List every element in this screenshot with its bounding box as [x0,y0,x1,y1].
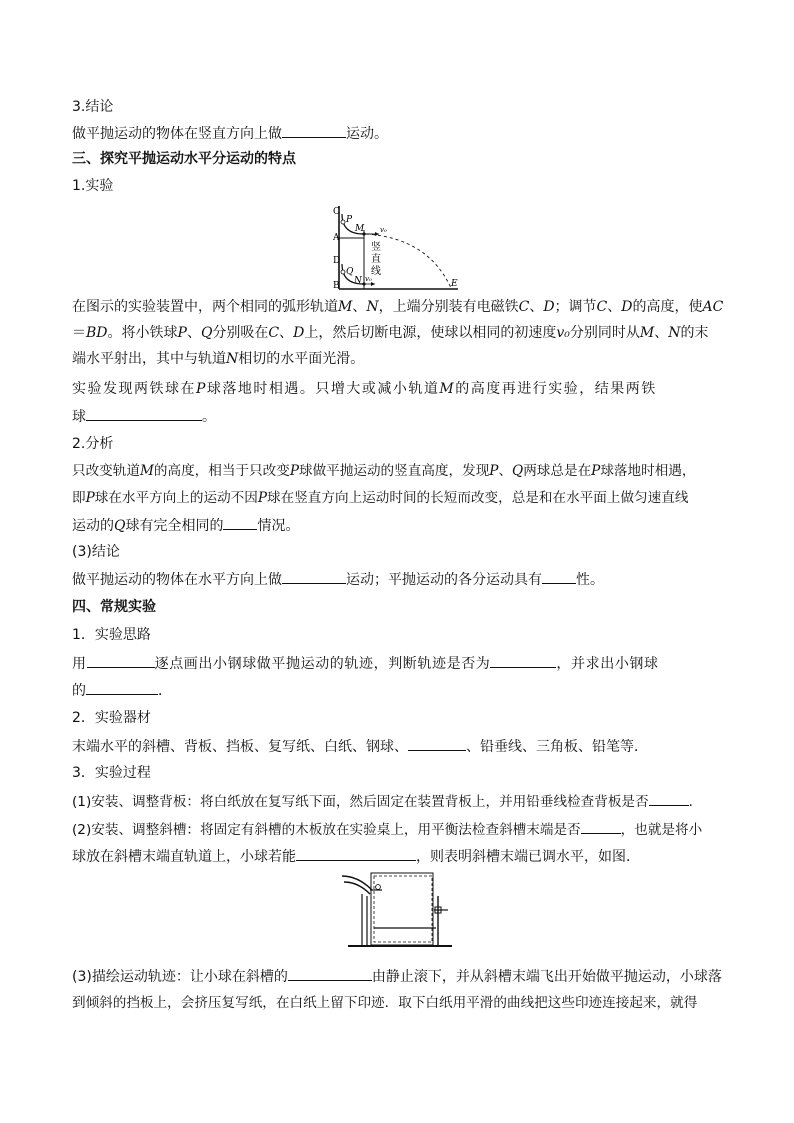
procedure-step-1: (1)安装、调整背板：将白纸放在复写纸下面，然后固定在装置背板上，并用铅垂线检查背板是否 ． [72,790,727,813]
horizontal-conclusion-heading: (3)结论 [72,544,120,560]
horizontal-conclusion-text: 做平抛运动的物体在水平方向上做 运动；平抛运动的各分运动具有 性。 [72,568,727,591]
result-paragraph-line-1: 实验发现两铁球在P球落地时相遇。只增大或减小轨道M的高度再进行实验，结果两铁 [72,381,657,397]
conclusion-vertical-text: 做平抛运动的物体在竖直方向上做 运动。 [72,122,727,145]
experiment-idea-line-2: 的 ． [72,679,727,702]
label-m: M [355,224,365,234]
apparatus-figure [340,866,456,952]
analysis-heading: 2.分析 [72,436,114,452]
answer-blank[interactable] [282,122,346,138]
label-c: C [333,207,340,217]
answer-blank[interactable] [408,735,466,751]
ball-q [341,270,345,274]
experiment-idea-line-1: 用 逐点画出小钢球做平抛运动的轨迹，判断轨迹是否为 ，并求出小钢球 [72,652,727,675]
label-vertical-3: 线 [371,266,381,277]
equipment-text: 末端水平的斜槽、背板、挡板、复写纸、白纸、钢球、 、铅垂线、三角板、铅笔等． [72,735,727,758]
answer-blank[interactable] [542,568,576,584]
label-v0-upper: v₀ [380,226,387,234]
answer-blank[interactable] [490,652,556,668]
answer-blank[interactable] [223,514,257,530]
analysis-line-1: 只改变轨道M的高度，相当于只改变P球做平抛运动的竖直高度，发现P、Q两球总是在P球落地时相遇， [72,463,696,479]
label-v0-lower: v₀ [365,275,372,283]
result-paragraph-line-2: 球 。 [72,405,727,428]
section-four-heading: 四、常规实验 [72,599,156,615]
label-e: E [451,279,458,289]
procedure-step-3-line-2: 到倾斜的挡板上，会挤压复写纸，在白纸上留下印迹．取下白纸用平滑的曲线把这些印迹连接起来，就得 [72,995,698,1011]
analysis-line-3: 运动的Q球有完全相同的 情况。 [72,514,727,537]
equipment-heading: 2．实验器材 [72,710,151,726]
label-a: A [333,233,340,243]
answer-blank[interactable] [86,405,202,421]
label-d: D [333,256,341,266]
procedure-step-2-line-2: 球放在斜槽末端直轨道上，小球若能 ，则表明斜槽末端已调水平，如图． [72,845,727,868]
setup-paragraph-line-2: ＝BD。将小铁球P、Q分别吸在C、D上，然后切断电源，使球以相同的初速度v₀分别同时从M、N的末 [72,325,709,341]
answer-blank[interactable] [282,568,346,584]
label-vertical-1: 竖 [371,242,381,253]
section-conclusion-vertical-heading: 3.结论 [72,99,114,115]
label-p: P [346,215,353,225]
answer-blank[interactable] [87,652,155,668]
setup-paragraph-line-1: 在图示的实验装置中，两个相同的弧形轨道M、N，上端分别装有电磁铁C、D；调节C、D的高度，使AC [72,299,724,315]
procedure-step-3-line-1: (3)描绘运动轨迹：让小球在斜槽的 由静止滚下，并从斜槽末端飞出开始做平抛运动，小球落 [72,965,727,988]
experiment-heading: 1.实验 [72,178,114,194]
label-b: B [333,281,340,291]
experiment-figure [333,204,469,292]
experiment-idea-heading: 1．实验思路 [72,627,151,643]
label-q: Q [346,267,354,277]
procedure-heading: 3．实验过程 [72,765,151,781]
ball-p [341,220,345,224]
answer-blank[interactable] [86,679,158,695]
answer-blank[interactable] [288,965,372,981]
answer-blank[interactable] [581,818,621,834]
answer-blank[interactable] [649,790,689,806]
answer-blank[interactable] [296,845,416,861]
procedure-step-2-line-1: (2)安装、调整斜槽：将固定有斜槽的木板放在实验桌上，用平衡法检查斜槽末端是否 ，也就是将小 [72,818,727,841]
label-n: N [354,276,362,286]
analysis-line-2: 即P球在水平方向上的运动不因P球在竖直方向上运动时间的长短而改变，总是和在水平面上做匀速直线 [72,490,689,506]
section-three-heading: 三、探究平抛运动水平分运动的特点 [72,151,296,167]
label-vertical-2: 直 [371,254,381,265]
setup-paragraph-line-3: 端水平射出，其中与轨道N相切的水平面光滑。 [72,351,365,367]
